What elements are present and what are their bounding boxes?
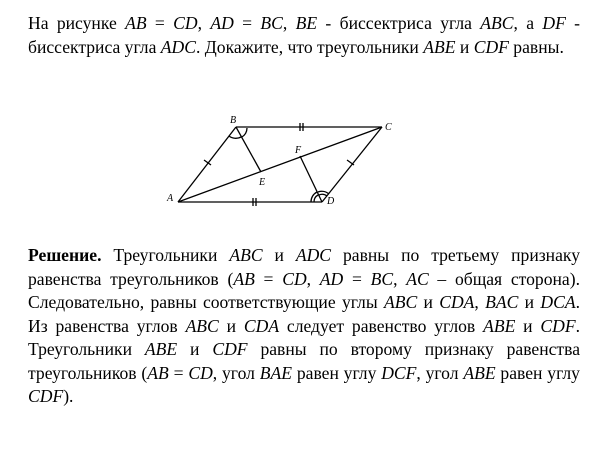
problem-term: BC bbox=[260, 13, 283, 33]
solution-text-part: следует равенство углов bbox=[279, 315, 484, 336]
problem-text: , а bbox=[513, 13, 543, 33]
solution-term: AC bbox=[406, 268, 429, 289]
vertex-label-a: A bbox=[167, 193, 174, 204]
problem-term: CD bbox=[173, 13, 198, 33]
solution-text-part: . Из равенства углов bbox=[28, 292, 580, 336]
solution-term: DCA bbox=[540, 292, 576, 312]
vertex-label-b: B bbox=[230, 115, 237, 126]
solution-term: CDF bbox=[212, 339, 248, 359]
solution-term: CDA bbox=[243, 315, 280, 336]
bisector-be bbox=[236, 127, 261, 172]
problem-term: ADC bbox=[160, 36, 196, 57]
point-label-e: E bbox=[259, 177, 266, 188]
solution-text-part: = bbox=[254, 268, 283, 289]
solution-term: ABE bbox=[483, 315, 516, 336]
solution-text-part: равен углу bbox=[292, 362, 382, 383]
solution-text-part: , угол bbox=[212, 362, 260, 383]
solution-title: Решение. bbox=[28, 245, 102, 265]
solution-term: AD bbox=[319, 268, 344, 289]
angle-arc-d-2 bbox=[314, 195, 318, 202]
parallelogram-figure bbox=[150, 104, 430, 222]
solution-text-part: , bbox=[474, 292, 486, 312]
problem-text: . Докажите, что треугольники bbox=[195, 36, 424, 57]
solution-term: BC bbox=[370, 268, 394, 289]
angle-arc-b-1 bbox=[229, 136, 241, 138]
vertex-label-c: C bbox=[385, 122, 392, 133]
solution-text-part: , bbox=[393, 268, 407, 289]
problem-term: CDF bbox=[473, 36, 509, 57]
solution-term: ABC bbox=[185, 315, 219, 336]
problem-term: AB bbox=[125, 13, 147, 33]
solution-term: CD bbox=[188, 362, 213, 383]
solution-text-part: , угол bbox=[416, 362, 464, 383]
problem-statement bbox=[28, 12, 580, 59]
solution-text-part: и bbox=[417, 292, 440, 312]
solution-term: ABC bbox=[383, 292, 418, 312]
solution-text-part: = bbox=[343, 268, 371, 289]
bisector-df bbox=[300, 156, 322, 202]
solution-text-part: равны по третьему признаку равенства треугольников ( bbox=[28, 245, 581, 289]
solution-text-part: ). bbox=[63, 386, 74, 406]
solution-term: AB bbox=[147, 362, 169, 383]
angle-arc-b-2 bbox=[242, 128, 247, 137]
solution-term: CDF bbox=[540, 315, 576, 336]
solution-text bbox=[28, 244, 580, 409]
problem-term: AD bbox=[210, 13, 234, 33]
solution-text-part: , bbox=[306, 268, 320, 289]
solution-text-part: равен углу bbox=[495, 362, 580, 383]
problem-text: = bbox=[146, 13, 174, 33]
solution-term: DCF bbox=[381, 362, 417, 383]
solution-term: AB bbox=[233, 268, 255, 289]
solution-term: ADC bbox=[295, 245, 332, 265]
solution-term: CD bbox=[282, 268, 307, 289]
angle-arc-d-3 bbox=[318, 191, 329, 194]
problem-text: , bbox=[197, 13, 211, 33]
solution-term: CDA bbox=[439, 292, 475, 312]
solution-term: ABC bbox=[229, 245, 263, 265]
solution-text-part: и bbox=[218, 315, 244, 336]
problem-text: , bbox=[282, 13, 296, 33]
solution-term: BAC bbox=[485, 292, 519, 312]
solution-text-part: и bbox=[262, 245, 296, 265]
solution-text-part: и bbox=[515, 315, 541, 336]
solution-text-part: Треугольники bbox=[101, 245, 230, 265]
solution-text-part: и bbox=[518, 292, 541, 312]
solution-term: ABE bbox=[144, 339, 178, 359]
problem-term: ABC bbox=[480, 13, 514, 33]
problem-text: - биссектриса угла bbox=[317, 13, 481, 33]
problem-term: DF bbox=[542, 13, 566, 33]
angle-arc-d-4 bbox=[319, 194, 327, 196]
problem-text: На рисунке bbox=[28, 13, 126, 33]
solution-text-part: равны по второму признаку равенства треугольников ( bbox=[28, 339, 581, 383]
problem-text: = bbox=[233, 13, 261, 33]
problem-text: - биссектриса угла bbox=[28, 13, 580, 57]
vertex-label-d: D bbox=[327, 196, 335, 207]
point-label-f: F bbox=[295, 145, 302, 156]
solution-term: BAE bbox=[259, 362, 293, 383]
solution-text-part: и bbox=[177, 339, 213, 359]
solution-text-part: = bbox=[168, 362, 189, 383]
solution-text-part: – общая сторона). Следовательно, равны соответствующие углы bbox=[28, 268, 580, 312]
problem-term: BE bbox=[295, 13, 318, 33]
solution-term: CDF bbox=[28, 386, 64, 406]
problem-term: ABE bbox=[423, 36, 456, 57]
solution-text-part: . Треугольники bbox=[28, 315, 580, 359]
solution-term: ABE bbox=[463, 362, 496, 383]
problem-text: и bbox=[455, 36, 474, 57]
problem-text: равны. bbox=[508, 36, 564, 57]
